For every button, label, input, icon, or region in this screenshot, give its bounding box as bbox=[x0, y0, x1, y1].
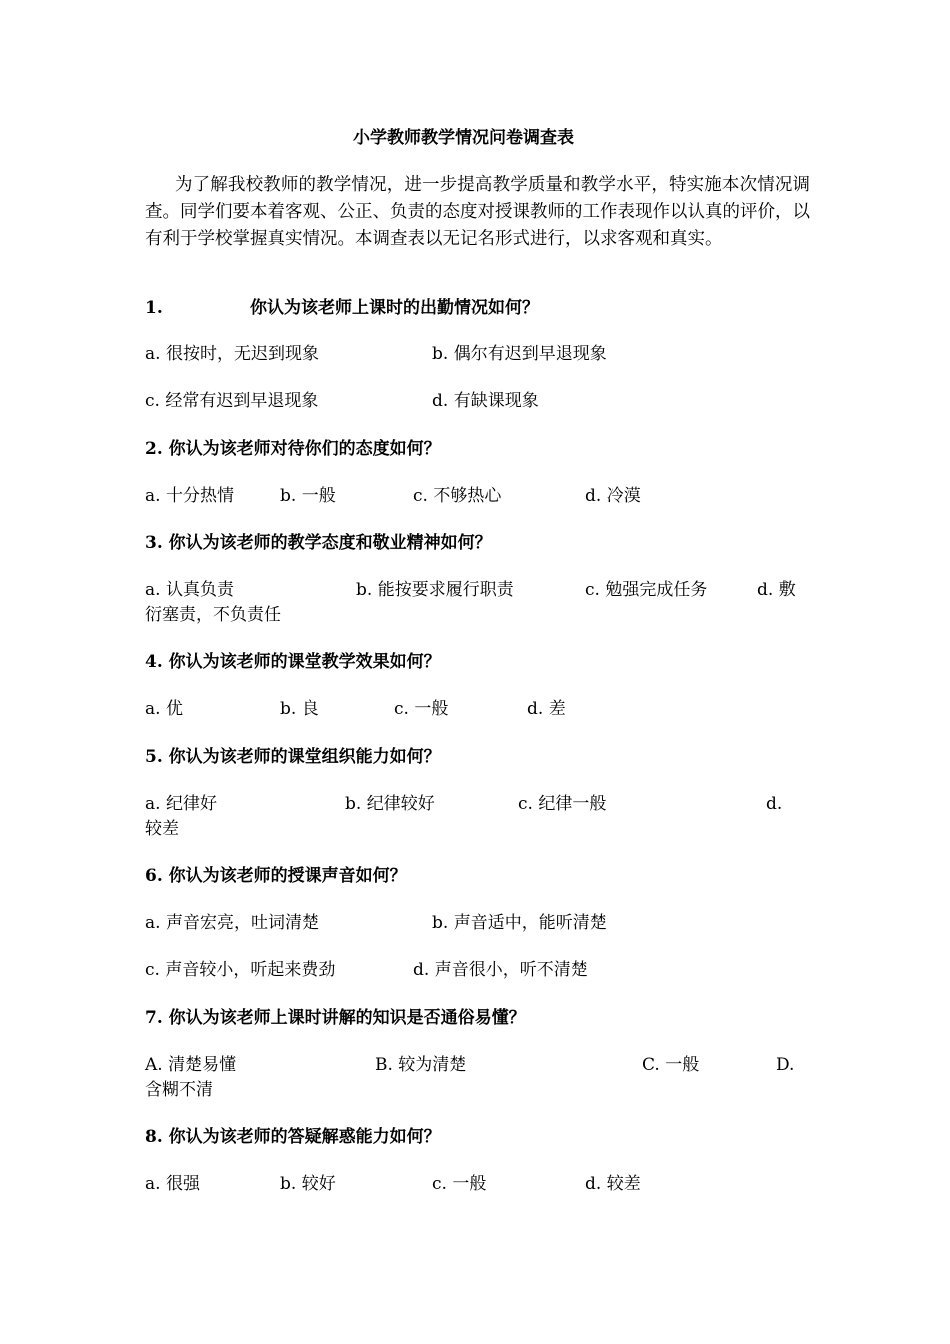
question-7-option-b: B. 较为清楚 bbox=[375, 1055, 467, 1075]
question-1-option-a: a. 很按时，无迟到现象 bbox=[145, 344, 319, 364]
question-6-option-d: d. 声音很小，听不清楚 bbox=[413, 960, 588, 980]
question-2-option-d: d. 冷漠 bbox=[585, 486, 641, 506]
question-5-text: 5. 你认为该老师的课堂组织能力如何？ bbox=[145, 747, 441, 767]
question-3-text: 3. 你认为该老师的教学态度和敬业精神如何？ bbox=[145, 533, 492, 553]
question-1-option-b: b. 偶尔有迟到早退现象 bbox=[432, 344, 607, 364]
question-4-option-b: b. 良 bbox=[280, 699, 319, 719]
question-1-option-d: d. 有缺课现象 bbox=[432, 391, 539, 411]
question-6-option-a: a. 声音宏亮，吐词清楚 bbox=[145, 913, 319, 933]
question-2-option-b: b. 一般 bbox=[280, 486, 336, 506]
question-2-option-c: c. 不够热心 bbox=[413, 486, 502, 506]
question-2-text: 2. 你认为该老师对待你们的态度如何？ bbox=[145, 439, 441, 459]
question-5-option-c: c. 纪律一般 bbox=[518, 794, 607, 814]
question-7-option-c: C. 一般 bbox=[642, 1055, 700, 1075]
page-title: 小学教师教学情况问卷调查表 bbox=[353, 128, 574, 148]
question-8-option-c: c. 一般 bbox=[432, 1174, 487, 1194]
question-5-option-b: b. 纪律较好 bbox=[345, 794, 435, 814]
question-3-option-d: d. 敷 bbox=[757, 580, 796, 600]
question-8-option-d: d. 较差 bbox=[585, 1174, 641, 1194]
question-1-text: 你认为该老师上课时的出勤情况如何？ bbox=[250, 298, 539, 318]
question-8-option-a: a. 很强 bbox=[145, 1174, 200, 1194]
question-3-option-d-continued: 衍塞责，不负责任 bbox=[145, 605, 281, 625]
question-6-option-c: c. 声音较小，听起来费劲 bbox=[145, 960, 336, 980]
question-3-option-c: c. 勉强完成任务 bbox=[585, 580, 708, 600]
question-5-option-a: a. 纪律好 bbox=[145, 794, 217, 814]
question-4-text: 4. 你认为该老师的课堂教学效果如何？ bbox=[145, 652, 441, 672]
question-3-option-b: b. 能按要求履行职责 bbox=[356, 580, 514, 600]
question-7-option-d: D. bbox=[776, 1055, 795, 1075]
question-5-option-d: d. bbox=[766, 794, 783, 814]
question-2-option-a: a. 十分热情 bbox=[145, 486, 234, 506]
question-4-option-c: c. 一般 bbox=[394, 699, 449, 719]
question-6-option-b: b. 声音适中，能听清楚 bbox=[432, 913, 607, 933]
question-4-option-d: d. 差 bbox=[527, 699, 566, 719]
question-8-text: 8. 你认为该老师的答疑解惑能力如何？ bbox=[145, 1127, 441, 1147]
question-7-text: 7. 你认为该老师上课时讲解的知识是否通俗易懂？ bbox=[145, 1008, 526, 1028]
intro-paragraph: 为了解我校教师的教学情况，进一步提高教学质量和教学水平，特实施本次情况调查。同学们要本着客观、公正、负责的态度对授课教师的工作表现作以认真的评价，以有利于学校掌握真实情况。本调查表以无记名形式进行，以求客观和真实。 bbox=[145, 175, 810, 249]
question-7-option-a: A. 清楚易懂 bbox=[145, 1055, 237, 1075]
question-5-option-d-continued: 较差 bbox=[145, 819, 179, 839]
question-1-number: 1. bbox=[145, 298, 163, 318]
question-8-option-b: b. 较好 bbox=[280, 1174, 336, 1194]
question-3-option-a: a. 认真负责 bbox=[145, 580, 234, 600]
question-1-option-c: c. 经常有迟到早退现象 bbox=[145, 391, 319, 411]
question-6-text: 6. 你认为该老师的授课声音如何？ bbox=[145, 866, 407, 886]
question-4-option-a: a. 优 bbox=[145, 699, 183, 719]
question-7-option-d-continued: 含糊不清 bbox=[145, 1080, 213, 1100]
